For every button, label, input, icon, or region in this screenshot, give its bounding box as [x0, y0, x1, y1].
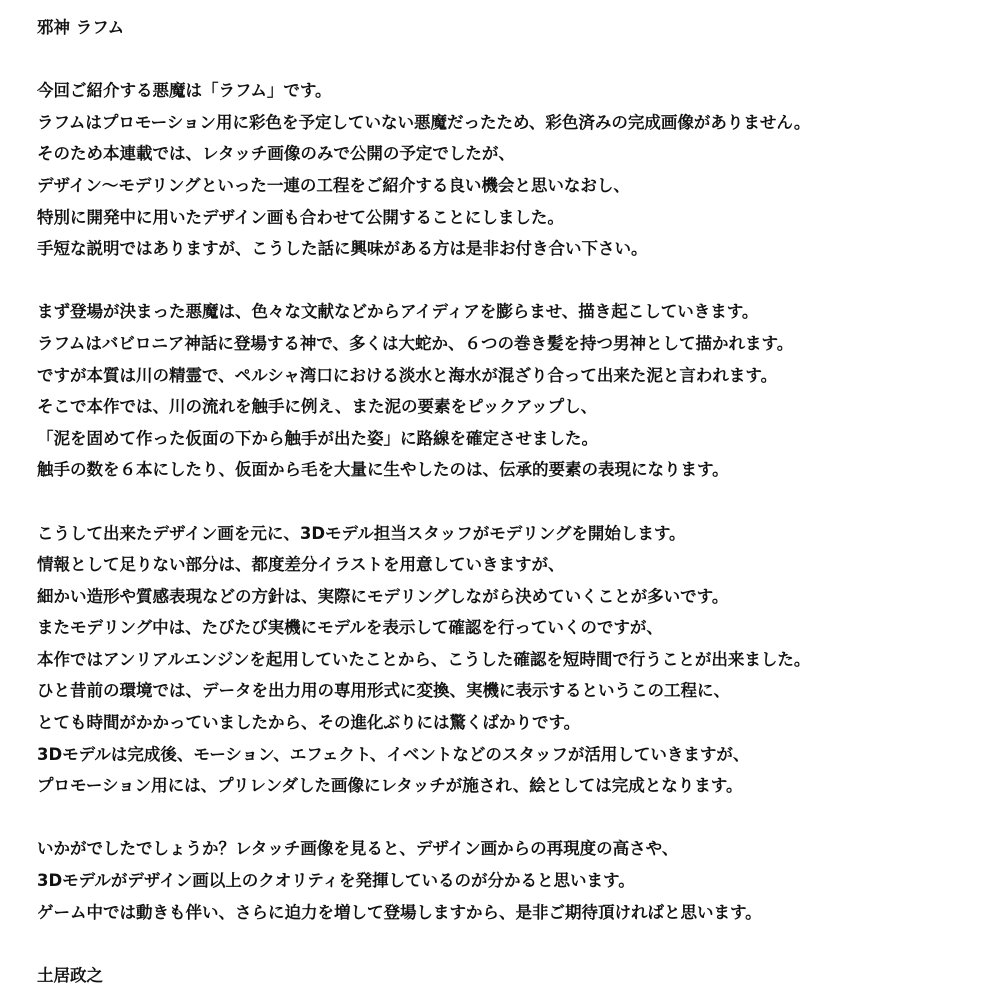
paragraph-line: デザイン～モデリングといった一連の工程をご紹介する良い機会と思いなおし、 [37, 175, 630, 195]
paragraph-line: ゲーム中では動きも伴い、さらに迫力を増して登場しますから、是非ご期待頂ければと思います。 [37, 902, 762, 922]
paragraph-line: 特別に開発中に用いたデザイン画も合わせて公開することにしました。 [37, 207, 564, 227]
paragraph-modeling [37, 518, 987, 802]
paragraph-line: 触手の数を６本にしたり、仮面から毛を大量に生やしたのは、伝承的要素の表現になります。 [37, 460, 729, 480]
paragraph-line: 3Dモデルは完成後、モーション、エフェクト、イベントなどのスタッフが活用していきますが、 [37, 744, 750, 764]
paragraph-line: 情報として足りない部分は、都度差分イラストを用意していきますが、 [37, 555, 565, 575]
spacer [37, 265, 987, 297]
paragraph-design [37, 296, 987, 486]
paragraph-line: 細かい造形や質感表現などの方針は、実際にモデリングしながら決めていくことが多いです。 [37, 586, 729, 606]
paragraph-line: ラフムはバビロニア神話に登場する神で、多くは大蛇か、６つの巻き髪を持つ男神として描かれます。 [37, 333, 794, 353]
paragraph-line: まず登場が決まった悪魔は、色々な文献などからアイディアを膨らませ、描き起こしていきます。 [37, 302, 759, 322]
paragraph-intro [37, 75, 987, 265]
paragraph-line: 3Dモデルがデザイン画以上のクオリティを発揮しているのが分かると思います。 [37, 871, 635, 891]
paragraph-line: 今回ご紹介する悪魔は「ラフム」です。 [37, 81, 332, 101]
spacer [37, 486, 987, 518]
paragraph-line: ラフムはプロモーション用に彩色を予定していない悪魔だったため、彩色済みの完成画像がありません。 [37, 112, 811, 132]
paragraph-line: ですが本質は川の精霊で、ペルシャ湾口における淡水と海水が混ざり合って出来た泥と言われます。 [37, 365, 778, 385]
spacer [37, 928, 987, 960]
paragraph-line: 手短な説明ではありますが、こうした話に興味がある方は是非お付き合い下さい。 [37, 239, 648, 259]
paragraph-line: ひと昔前の環境では、データを出力用の専用形式に変換、実機に表示するというこの工程に、 [37, 681, 730, 701]
author-name: 土居政之 [37, 965, 103, 985]
paragraph-line: またモデリング中は、たびたび実機にモデルを表示して確認を行っていくのですが、 [37, 618, 663, 638]
paragraph-line: いかがでしたでしょうか？レタッチ画像を見ると、デザイン画からの再現度の高さや、 [37, 839, 679, 859]
paragraph-line: とても時間がかかっていましたから、その進化ぶりには驚くばかりです。 [37, 713, 581, 733]
article-title: 邪神 ラフム [37, 18, 125, 37]
article [37, 12, 987, 991]
spacer [37, 44, 987, 76]
paragraph-line: 本作ではアンリアルエンジンを起用していたことから、こうした確認を短時間で行うことが出来ました。 [37, 649, 811, 669]
paragraph-line: プロモーション用には、プリレンダした画像にレタッチが施され、絵としては完成となります。 [37, 776, 743, 796]
spacer [37, 802, 987, 834]
paragraph-line: こうして出来たデザイン画を元に、3Dモデル担当スタッフがモデリングを開始します。 [37, 523, 686, 543]
paragraph-line: 「泥を固めて作った仮面の下から触手が出た姿」に路線を確定させました。 [37, 428, 598, 448]
paragraph-line: そこで本作では、川の流れを触手に例え、また泥の要素をピックアップし、 [37, 397, 598, 417]
paragraph-line: そのため本連載では、レタッチ画像のみで公開の予定でしたが、 [37, 144, 515, 164]
paragraph-closing [37, 833, 987, 928]
